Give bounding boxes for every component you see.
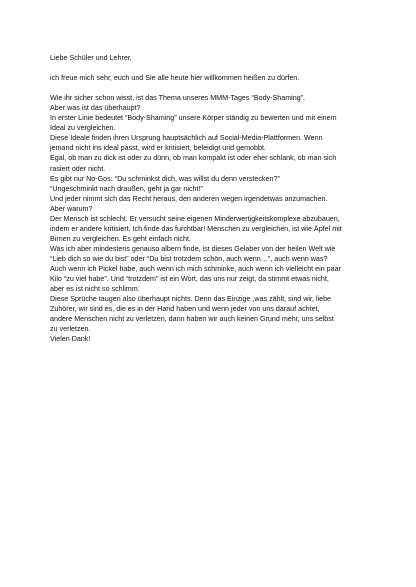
letter-body <box>50 53 390 344</box>
text-line: “Ungeschminkt nach draußen, geht ja gar nicht!” <box>50 184 203 193</box>
text-line: In erster Linie bedeutet “Body-Shaming” unsere Körper ständig zu bewerten und mit einem <box>50 114 337 123</box>
intro-line: ich freue mich sehr, euch und Sie alle heute hier willkommen heißen zu dürfen. <box>50 74 300 83</box>
text-line: Diese Sprüche taugen also überhaupt nichts. Denn das Einzige ,was zählt, sind wir, liebe <box>50 295 332 304</box>
text-line: Kilo “zu viel habe”. Und “trotzdem” ist ein Wort, das uns nur zeigt, da stimmt etwas nicht, <box>50 275 329 284</box>
text-line: jemand nicht ins ideal passt, wird er kritisiert, beleidigt und gemobbt. <box>50 144 266 153</box>
text-line: Diese Ideale finden ihren Ursprung hauptsächlich auf Social-Media-Plattformen. Wenn <box>50 134 323 143</box>
greeting: Liebe Schüler und Lehrer, <box>50 54 132 62</box>
text-line: aber es ist nicht so schlimm. <box>50 285 140 294</box>
text-line: zu verletzen. <box>50 325 91 334</box>
text-line: Birnen zu vergleichen. Es geht einfach nicht. <box>50 234 191 243</box>
text-line: Aber warum? <box>50 204 93 213</box>
text-line: Was ich aber mindestens genauso albern finde, ist dieses Gelaber von der heilen Welt wie <box>50 244 336 253</box>
paragraph-gap <box>50 83 390 93</box>
text-line: Wie ihr sicher schon wisst, ist das Thema unseres MMM-Tages “Body-Shaming”. <box>50 94 306 103</box>
paragraph-gap <box>50 63 390 73</box>
text-line: Der Mensch ist schlecht. Er versucht seine eigenen Minderwertigkeitskomplexe abzubauen, <box>50 214 340 223</box>
text-line: Es gibt nur No-Gos: “Du schminkst dich, was willst du denn verstecken?” <box>50 174 280 183</box>
text-line: Aber was ist das überhaupt? <box>50 104 141 113</box>
text-line: indem er andere kritisiert. Ich finde das furchtbar! Menschen zu vergleichen, ist wie Äpfel mit <box>50 224 342 233</box>
text-line: Egal, ob man zu dick ist oder zu dünn, ob man kompakt ist oder eher schlank, ob man sich <box>50 154 337 163</box>
text-line: Zuhörer, wir sind es, die es in der Hand haben und wenn jeder von uns darauf achtet, <box>50 305 320 314</box>
text-line: Vielen Dank! <box>50 335 91 344</box>
text-line: Ideal zu vergleichen. <box>50 124 116 133</box>
text-line: rasiert oder nicht. <box>50 164 106 173</box>
text-line: “Lieb dich so wie du bist” oder “Du bist trotzdem schön, auch wenn…”, auch wenn was? <box>50 254 328 263</box>
text-line: Und jeder nimmt sich das Recht heraus, den anderen wegen irgendetwas anzumachen. <box>50 194 328 203</box>
text-line: Auch wenn ich Pickel habe, auch wenn ich mich schminke, auch wenn ich vielleicht ein paar <box>50 264 341 273</box>
text-line: andere Menschen nicht zu verletzen, dann haben wir auch keinen Grund mehr, uns selbst <box>50 315 334 324</box>
